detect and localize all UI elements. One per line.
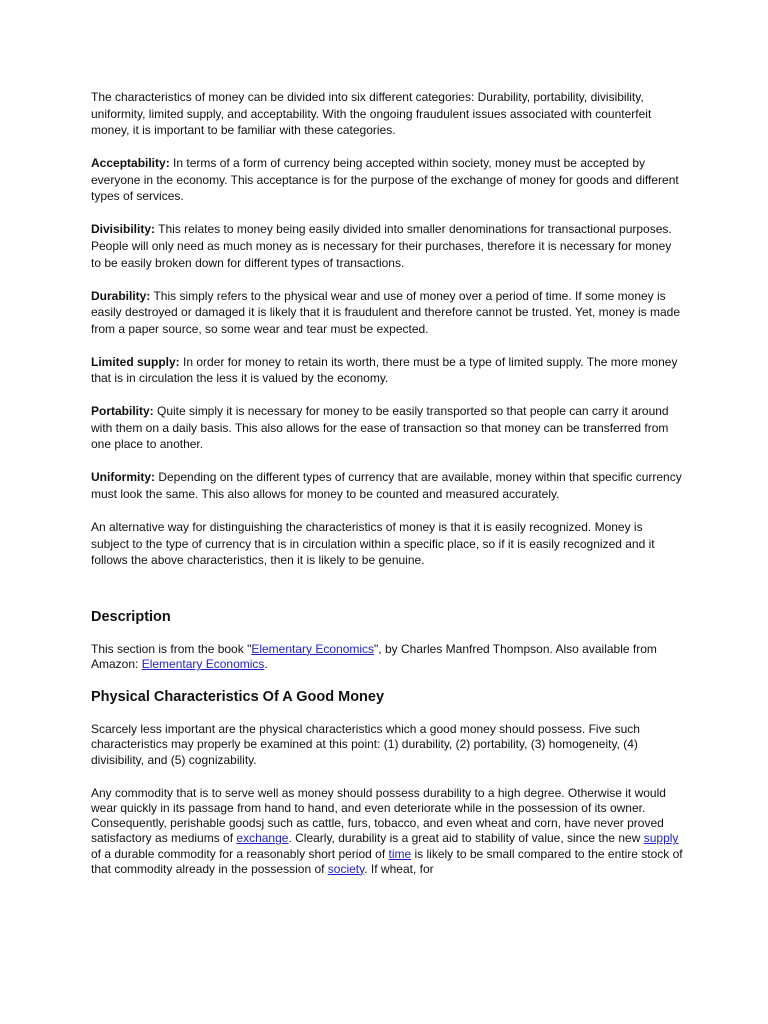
society-link[interactable]: society [327, 861, 365, 876]
term-divisibility: Divisibility: [91, 222, 156, 237]
description-text-1: This section is from the book " [91, 641, 252, 656]
text-durability: This simply refers to the physical wear and use of money over a period of time. If some money is easily destroyed or damaged it is likely that it is fraudulent and therefore cannot be trusted. Yet, money is made from a paper source, so some wear and tear must be expected. [91, 288, 681, 336]
paragraph-portability [91, 403, 683, 453]
physical-paragraph-2 [91, 786, 683, 877]
elementary-economics-link-2[interactable]: Elementary Economics [141, 657, 265, 671]
description-text-2: ", by Charles Manfred Thompson. Also available from Amazon: [91, 641, 657, 671]
characteristics-section [91, 89, 683, 569]
term-portability: Portability: [91, 404, 154, 419]
paragraph-durability [91, 288, 683, 338]
alternative-paragraph: An alternative way for distinguishing the characteristics of money is that it is easily recognized. Money is subject to the type of currency that is in circulation within a specific place, so if it is easily recognized and it follows the above characteristics, then it is likely to be genuine. [91, 520, 655, 568]
text-uniformity: Depending on the different types of currency that are available, money within that specific currency must look the same. This also allows for money to be counted and measured accurately. [91, 470, 682, 502]
term-uniformity: Uniformity: [91, 470, 155, 485]
physical-text-4: is likely to be small compared to the entire stock of that commodity already in the possession of [91, 846, 683, 876]
description-text-3: . [264, 657, 268, 671]
paragraph-acceptability [91, 155, 683, 205]
term-acceptability: Acceptability: [91, 156, 170, 171]
description-paragraph [91, 642, 683, 672]
paragraph-limited-supply [91, 354, 683, 387]
description-heading: Description [91, 608, 171, 625]
intro-paragraph: The characteristics of money can be divided into six different categories: Durability, portability, divisibility, uniformity, limited supply, and acceptability. With the ongoing fraudulent issues associated with counterfeit money, it is important to be familiar with these categories. [91, 90, 652, 138]
term-limited-supply: Limited supply: [91, 354, 180, 369]
paragraph-uniformity [91, 469, 683, 502]
time-link[interactable]: time [388, 846, 412, 861]
document-page [91, 89, 683, 877]
text-limited-supply: In order for money to retain its worth, there must be a type of limited supply. The more money that is in circulation the less it is valued by the economy. [91, 354, 678, 386]
paragraph-divisibility [91, 221, 683, 271]
text-acceptability: In terms of a form of currency being accepted within society, money must be accepted by everyone in the economy. This acceptance is for the purpose of the exchange of money for goods and different types of services. [91, 156, 679, 204]
physical-text-5: . If wheat, for [364, 861, 434, 876]
text-divisibility: This relates to money being easily divided into smaller denominations for transactional purposes. People will only need as much money as is necessary for their purchases, therefore it is necessary for money to be easily broken down for different types of transactions. [91, 222, 672, 270]
term-durability: Durability: [91, 288, 151, 303]
physical-characteristics-heading: Physical Characteristics Of A Good Money [91, 689, 385, 706]
physical-text-2: . Clearly, durability is a great aid to stability of value, since the new [288, 831, 644, 846]
elementary-economics-link-1[interactable]: Elementary Economics [251, 641, 375, 656]
physical-text-1: Any commodity that is to serve well as money should possess durability to a high degree. Otherwise it would wear quickly in its passage from hand to hand, and even deteriorate while in the possession of its owner. Consequently, perishable goodsj such as cattle, furs, tobacco, and even wheat and corn, have never proved satisfactory as mediums of [91, 785, 666, 846]
text-portability: Quite simply it is necessary for money to be easily transported so that people can carry it around with them on a daily basis. This also allows for the ease of transaction so that money can be transferred from one place to another. [91, 404, 669, 452]
exchange-link[interactable]: exchange [236, 831, 289, 846]
physical-paragraph-1: Scarcely less important are the physical characteristics which a good money should possess. Five such characteristics may properly be examined at this point: (1) durability, (2) portability, (3) homogeneity, (4) divisibility, and (5) cognizability. [91, 722, 640, 767]
supply-link[interactable]: supply [643, 831, 679, 846]
physical-text-3: of a durable commodity for a reasonably short period of [91, 846, 389, 861]
